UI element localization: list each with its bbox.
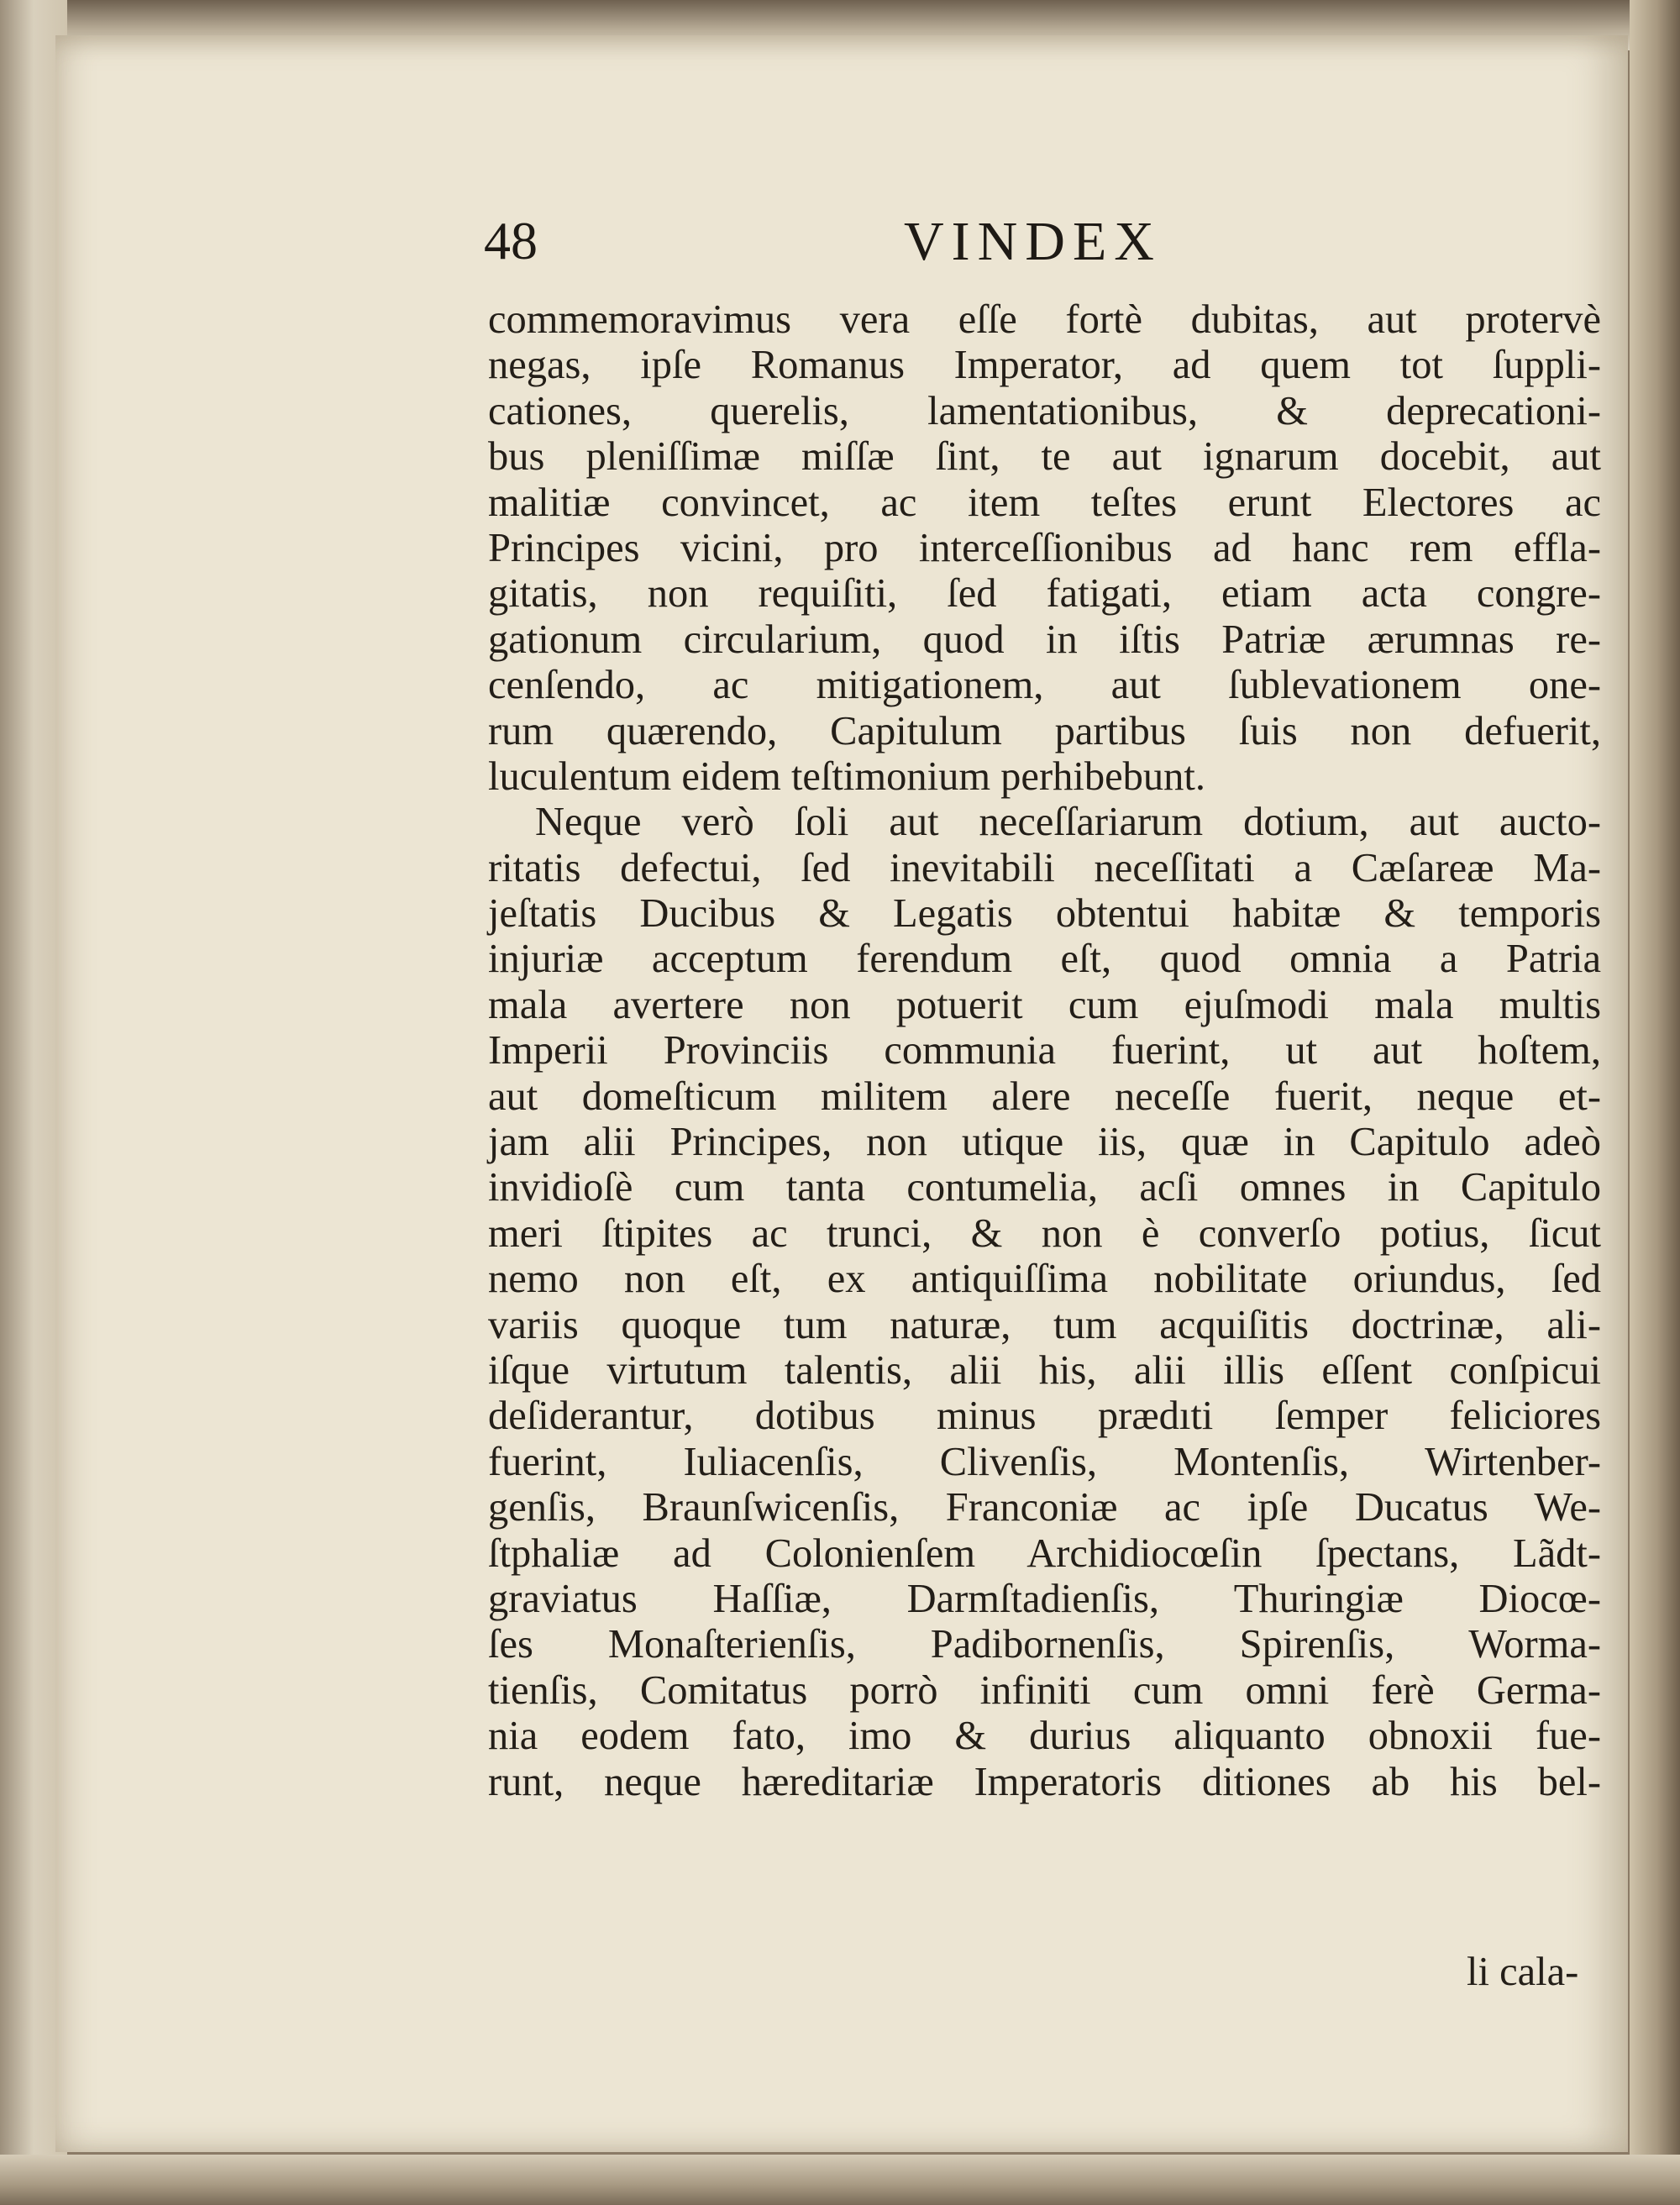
running-title: VINDEX: [904, 211, 1162, 272]
text-line: jam alii Principes, non utique iis, quæ in Capitulo adeò: [488, 1120, 1601, 1165]
text-line: bus pleniſſimæ miſſæ ſint, te aut ignarum docebit, aut: [488, 434, 1601, 480]
book-page: [55, 35, 1628, 2152]
text-line: ſtphaliæ ad Colonienſem Archidiocœſin ſpectans, Lãdt-: [488, 1530, 1601, 1576]
text-line: rum quærendo, Capitulum partibus ſuis non defuerit,: [488, 708, 1601, 753]
text-line: jeſtatis Ducibus & Legatis obtentui habitæ & temporis: [488, 891, 1601, 937]
book-edge-bottom: [0, 2155, 1680, 2205]
text-line: gationum circularium, quod in iſtis Patriæ ærumnas re-: [488, 617, 1601, 662]
text-line: commemoravimus vera eſſe fortè dubitas, aut protervè: [488, 297, 1601, 342]
text-line: meri ſtipites ac trunci, & non è converſo potius, ſicut: [488, 1210, 1601, 1256]
text-line: mala avertere non potuerit cum ejuſmodi mala multis: [488, 982, 1601, 1027]
text-line: ſes Monaſterienſis, Padibornenſis, Spirenſis, Worma-: [488, 1622, 1601, 1667]
text-line: Neque verò ſoli aut neceſſariarum dotium, aut aucto-: [535, 800, 1601, 845]
body-text: [488, 297, 1601, 1805]
text-line: luculentum eidem teſtimonium perhibebunt.: [488, 753, 1205, 799]
text-line: Principes vicini, pro interceſſionibus ad hanc rem effla-: [488, 525, 1601, 570]
text-line: nia eodem fato, imo & durius aliquanto obnoxii fue-: [488, 1714, 1601, 1759]
text-line: fuerint, Iuliacenſis, Clivenſis, Montenſis, Wirtenber-: [488, 1439, 1601, 1484]
text-line: aut domeſticum militem alere neceſſe fuerit, neque et-: [488, 1074, 1601, 1119]
book-edge-right: [1630, 0, 1680, 2205]
text-line: genſis, Braunſwicenſis, Franconiæ ac ipſe Ducatus We-: [488, 1485, 1601, 1530]
page-number: 48: [484, 211, 538, 270]
text-line: injuriæ acceptum ferendum eſt, quod omnia a Patria: [488, 937, 1601, 982]
text-line: negas, ipſe Romanus Imperator, ad quem tot ſuppli-: [488, 343, 1601, 388]
text-line: malitiæ convincet, ac item teſtes erunt Electores ac: [488, 480, 1601, 525]
text-line: cationes, querelis, lamentationibus, & deprecationi-: [488, 388, 1601, 433]
text-line: runt, neque hæreditariæ Imperatoris ditiones ab his bel-: [488, 1759, 1601, 1804]
text-line: Imperii Provinciis communia fuerint, ut aut hoſtem,: [488, 1028, 1601, 1074]
text-line: ritatis defectui, ſed inevitabili neceſſitati a Cæſareæ Ma-: [488, 845, 1601, 890]
text-line: gitatis, non requiſiti, ſed fatigati, etiam acta congre-: [488, 571, 1601, 617]
catchword: li cala-: [1467, 1950, 1579, 1994]
text-line: nemo non eſt, ex antiquiſſima nobilitate oriundus, ſed: [488, 1257, 1601, 1302]
text-line: tienſis, Comitatus porrò infiniti cum omni ferè Germa-: [488, 1667, 1601, 1713]
text-line: variis quoque tum naturæ, tum acquiſitis doctrinæ, ali-: [488, 1302, 1601, 1347]
text-line: graviatus Haſſiæ, Darmſtadienſis, Thuringiæ Diocœ-: [488, 1576, 1601, 1621]
text-line: deſiderantur, dotibus minus prædıti ſemper feliciores: [488, 1394, 1601, 1439]
text-line: iſque virtutum talentis, alii his, alii illis eſſent conſpicui: [488, 1347, 1601, 1393]
text-line: cenſendo, ac mitigationem, aut ſublevationem one-: [488, 663, 1601, 708]
page-header: [484, 210, 1626, 286]
text-line: invidioſè cum tanta contumelia, acſi omnes in Capitulo: [488, 1165, 1601, 1210]
